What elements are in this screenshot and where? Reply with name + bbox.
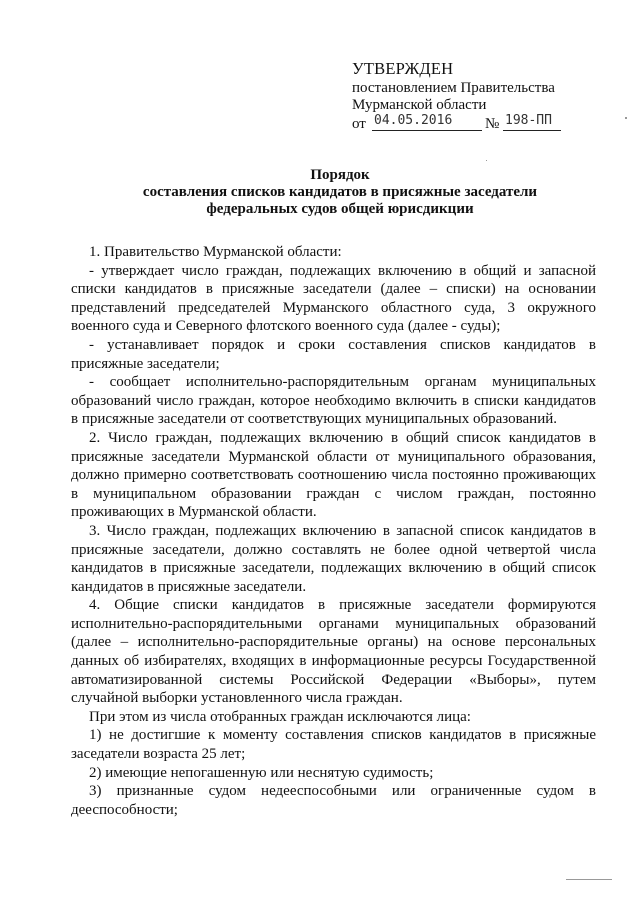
paragraph-11: 3) признанные судом недееспособными или ограниченные судом в дееспособности; — [71, 783, 596, 818]
approval-line-2: Мурманской области — [352, 97, 487, 113]
approval-number-field — [503, 112, 561, 131]
title-line-3: федеральных судов общей юрисдикции — [206, 201, 474, 217]
approval-heading: УТВЕРЖДЕН — [352, 59, 454, 78]
date-prefix: от — [352, 116, 366, 132]
footer-rule — [566, 879, 612, 880]
document-title — [60, 167, 620, 218]
paragraph-3: - устанавливает порядок и сроки составления списков кандидатов в присяжные заседатели; — [71, 336, 596, 372]
paragraph-9: 1) не достигшие к моменту составления списков кандидатов в присяжные заседатели возраста 25 лет; — [71, 727, 596, 763]
approval-date-field — [372, 112, 482, 131]
paragraph-6: 3. Число граждан, подлежащих включению в запасной список кандидатов в присяжные заседатели, должно составлять не более одной четвертой числа кандидатов в присяжные заседатели, подлежащих включению в общий список кандидатов в присяжные заседатели. — [71, 522, 596, 595]
paragraph-1: 1. Правительство Мурманской области: — [89, 244, 342, 260]
paragraph-7: 4. Общие списки кандидатов в присяжные заседатели формируются исполнительно-распорядительными органами муниципальных образований (далее – исполнительно-распорядительные органы) на основе персональных данных об избирателях, входящих в информационные ресурсы Государственной автоматизированной системы Российской Федерации «Выборы», путем случайной выборки установленного числа граждан. — [71, 597, 596, 707]
approval-line-1: постановлением Правительства — [352, 80, 555, 96]
paragraph-8: При этом из числа отобранных граждан исключаются лица: — [89, 708, 471, 725]
scan-speck — [486, 160, 487, 161]
scan-speck — [625, 117, 627, 119]
paragraph-5: 2. Число граждан, подлежащих включению в общий список кандидатов в присяжные заседатели Мурманской области от муниципального образования, должно примерно соответствовать соотношению числа постоянно проживающих в муниципальном образовании граждан с числом граждан, постоянно проживающих в Мурманской области. — [71, 429, 596, 521]
approval-stamp — [352, 60, 592, 134]
title-line-2: составления списков кандидатов в присяжные заседатели — [142, 184, 538, 200]
title-line-1: Порядок — [310, 167, 370, 183]
approval-date-number-row — [352, 114, 592, 134]
number-sign: № — [485, 116, 500, 132]
approval-number: 198-ПП — [505, 113, 552, 128]
paragraph-10: 2) имеющие непогашенную или неснятую судимость; — [89, 764, 434, 781]
approval-date: 04.05.2016 — [374, 113, 453, 128]
paragraph-4: - сообщает исполнительно-распорядительным органам муниципальных образований число граждан, которое необходимо включить в списки кандидатов в присяжные заседатели от соответствующих муниципальных образований. — [71, 374, 596, 428]
document-body — [71, 243, 596, 819]
paragraph-2: - утверждает число граждан, подлежащих включению в общий и запасной списки кандидатов в присяжные заседатели (далее – списки) на основании представлений председателей Мурманского областного суда, 3 окружного военного суда и Северного флотского военного суда (далее - суды); — [71, 262, 596, 335]
